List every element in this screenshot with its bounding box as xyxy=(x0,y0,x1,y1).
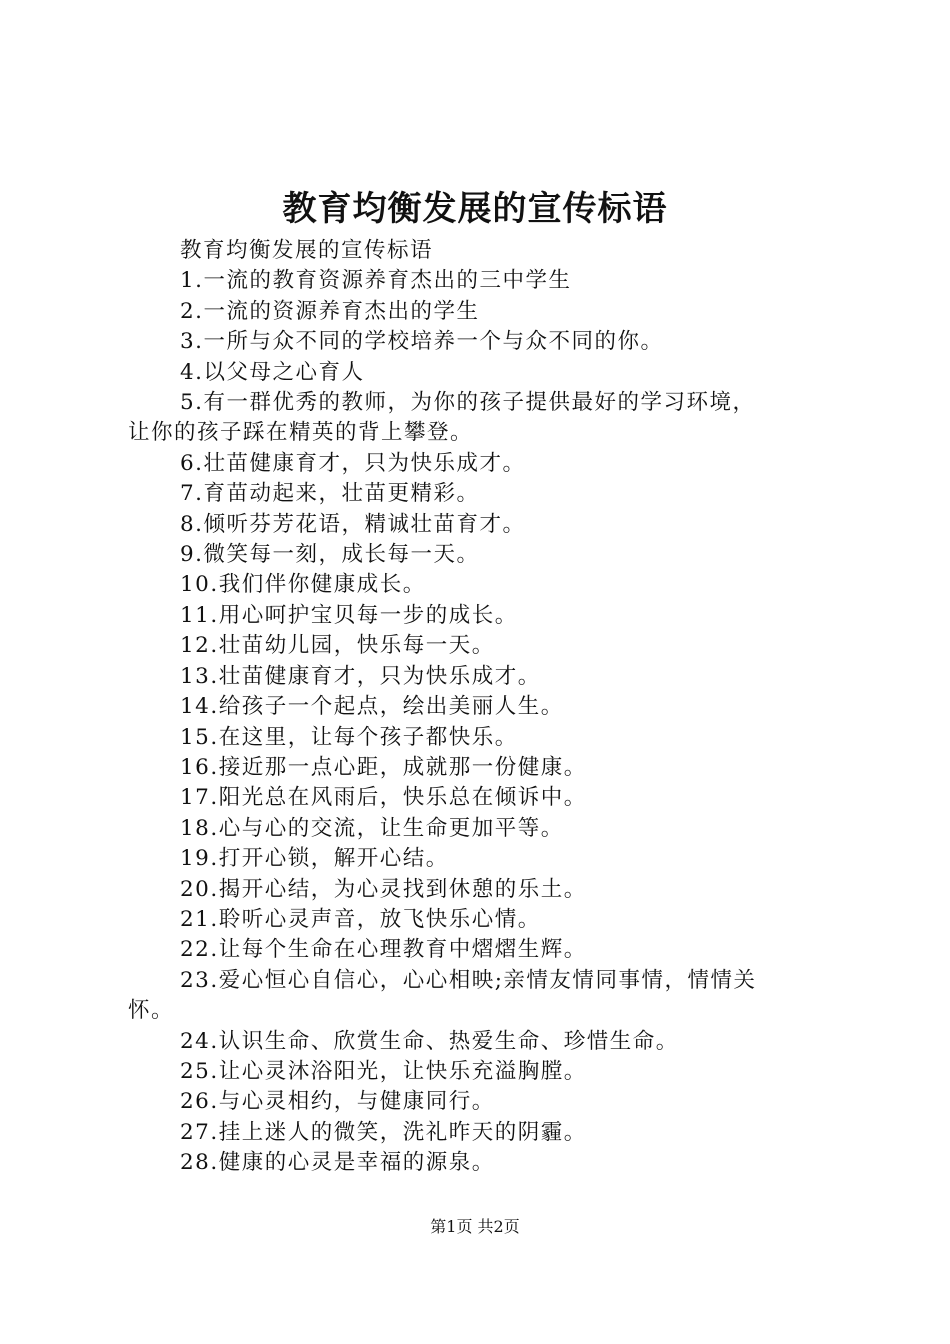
document-line: 17.阳光总在风雨后，快乐总在倾诉中。 xyxy=(180,785,587,811)
document-line: 22.让每个生命在心理教育中熠熠生辉。 xyxy=(180,937,587,963)
document-line: 21.聆听心灵声音，放飞快乐心情。 xyxy=(180,906,541,932)
document-line: 26.与心灵相约，与健康同行。 xyxy=(180,1089,495,1115)
document-line: 24.认识生命、欣赏生命、热爱生命、珍惜生命。 xyxy=(180,1028,679,1054)
document-line: 11.用心呵护宝贝每一步的成长。 xyxy=(180,602,518,628)
document-line: 6.壮苗健康育才，只为快乐成才。 xyxy=(180,450,526,476)
document-line: 20.揭开心结，为心灵找到休憩的乐土。 xyxy=(180,876,587,902)
document-line: 25.让心灵沐浴阳光，让快乐充溢胸膛。 xyxy=(180,1058,587,1084)
document-line: 4.以父母之心育人 xyxy=(180,359,365,385)
document-line: 23.爱心恒心自信心，心心相映;亲情友情同事情，情情关 xyxy=(180,967,757,993)
document-line: 15.在这里，让每个孩子都快乐。 xyxy=(180,724,518,750)
document-line: 8.倾听芬芳花语，精诚壮苗育才。 xyxy=(180,511,526,537)
document-line: 2.一流的资源养育杰出的学生 xyxy=(180,298,480,324)
document-line: 教育均衡发展的宣传标语 xyxy=(180,238,434,263)
document-line: 3.一所与众不同的学校培养一个与众不同的你。 xyxy=(180,329,664,355)
document-line: 1.一流的教育资源养育杰出的三中学生 xyxy=(180,268,572,294)
document-title: 教育均衡发展的宣传标语 xyxy=(282,189,668,229)
document-line: 5.有一群优秀的教师，为你的孩子提供最好的学习环境， xyxy=(180,390,756,416)
document-line: 14.给孩子一个起点，绘出美丽人生。 xyxy=(180,694,564,720)
page-footer: 第1页 共2页 xyxy=(430,1217,520,1236)
document-body xyxy=(128,236,838,1179)
document-line: 7.育苗动起来，壮苗更精彩。 xyxy=(180,481,480,507)
document-line: 19.打开心锁，解开心结。 xyxy=(180,846,449,872)
document-line: 18.心与心的交流，让生命更加平等。 xyxy=(180,815,564,841)
document-line: 9.微笑每一刻，成长每一天。 xyxy=(180,542,480,568)
document-line: 10.我们伴你健康成长。 xyxy=(180,572,426,598)
document-line: 怀。 xyxy=(128,998,175,1024)
document-line: 27.挂上迷人的微笑，洗礼昨天的阴霾。 xyxy=(180,1119,587,1145)
document-line: 13.壮苗健康育才，只为快乐成才。 xyxy=(180,663,541,689)
document-line: 16.接近那一点心距，成就那一份健康。 xyxy=(180,754,587,780)
document-line: 28.健康的心灵是幸福的源泉。 xyxy=(180,1150,495,1176)
document-line: 让你的孩子踩在精英的背上攀登。 xyxy=(128,420,474,446)
document-line: 12.壮苗幼儿园，快乐每一天。 xyxy=(180,633,495,659)
